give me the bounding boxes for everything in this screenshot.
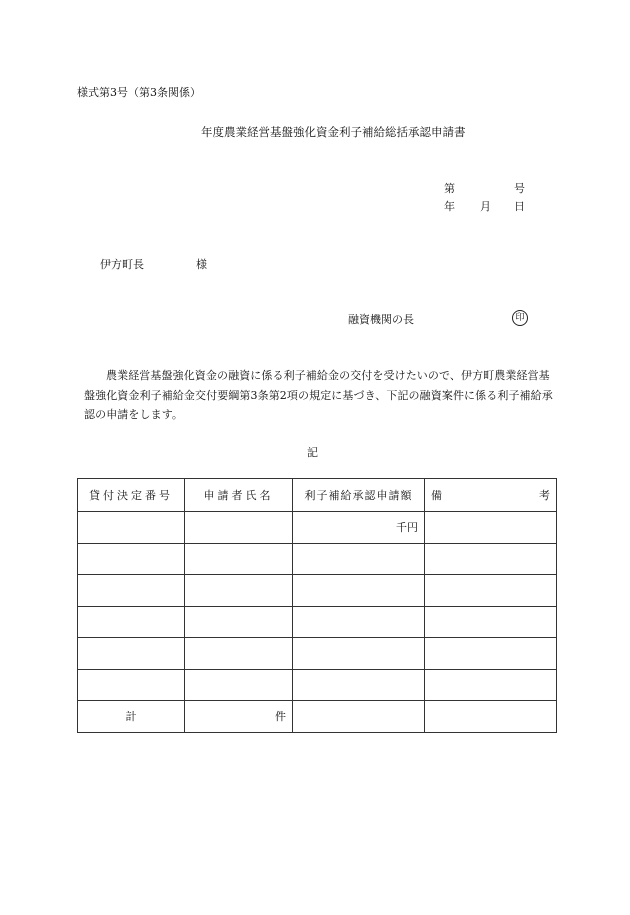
- document-title: 年度農業経営基盤強化資金利子補給総括承認申請書: [201, 125, 466, 139]
- table-cell[interactable]: [293, 669, 425, 701]
- table-row: [78, 575, 557, 607]
- header-amount: 利子補給承認申請額: [293, 479, 425, 512]
- table-cell[interactable]: [293, 701, 425, 733]
- ki-heading: 記: [307, 446, 318, 459]
- addressee-honorific: 様: [196, 258, 207, 271]
- table-cell[interactable]: [78, 512, 185, 544]
- table-header-row: [78, 479, 557, 512]
- table-cell[interactable]: [185, 543, 293, 575]
- table-row: [78, 512, 557, 544]
- date-year: 年: [444, 200, 455, 213]
- table-cell[interactable]: [185, 606, 293, 638]
- total-label-cell: 計: [78, 701, 185, 733]
- table-cell[interactable]: [293, 543, 425, 575]
- table-cell[interactable]: [78, 669, 185, 701]
- header-loan-number: 貸付決定番号: [78, 479, 185, 512]
- table-cell[interactable]: [185, 669, 293, 701]
- application-table: [77, 478, 557, 733]
- number-dai: 第: [444, 182, 455, 195]
- header-remarks-kou: 考: [539, 489, 550, 502]
- form-number-label: 様式第3号（第3条関係）: [77, 86, 201, 99]
- table-cell[interactable]: [293, 606, 425, 638]
- table-cell[interactable]: [293, 575, 425, 607]
- table-cell[interactable]: [425, 543, 557, 575]
- table-row: [78, 669, 557, 701]
- header-remarks-bi: 備: [431, 489, 442, 502]
- table-row: [78, 606, 557, 638]
- table-cell[interactable]: [425, 512, 557, 544]
- addressee-name: 伊方町長: [100, 258, 144, 271]
- table-cell[interactable]: [425, 669, 557, 701]
- body-paragraph: 農業経営基盤強化資金の融資に係る利子補給金の交付を受けたいので、伊方町農業経営基盤強化資金利子補給金交付要綱第3条第2項の規定に基づき、下記の融資案件に係る利子補給承認の申請をします。: [84, 369, 553, 421]
- table-row: [78, 543, 557, 575]
- header-remarks: [425, 479, 557, 512]
- table-cell[interactable]: [78, 575, 185, 607]
- table-cell[interactable]: [425, 575, 557, 607]
- number-go: 号: [514, 182, 525, 195]
- applicant-label: 融資機関の長: [348, 313, 414, 326]
- count-cell: 件: [185, 701, 293, 733]
- table-cell[interactable]: [78, 543, 185, 575]
- table-cell[interactable]: [185, 638, 293, 670]
- table-cell[interactable]: [425, 638, 557, 670]
- table-cell[interactable]: [185, 575, 293, 607]
- table-cell[interactable]: [185, 512, 293, 544]
- table-cell[interactable]: [425, 606, 557, 638]
- table-cell[interactable]: [78, 606, 185, 638]
- seal-mark: 印: [512, 310, 528, 326]
- amount-unit-cell: 千円: [293, 512, 425, 544]
- header-applicant-name: 申請者氏名: [185, 479, 293, 512]
- table-cell[interactable]: [425, 701, 557, 733]
- table-cell[interactable]: [78, 638, 185, 670]
- table-cell[interactable]: [293, 638, 425, 670]
- table-row: [78, 638, 557, 670]
- date-month: 月: [480, 200, 491, 213]
- total-row: [78, 701, 557, 733]
- date-day: 日: [514, 200, 525, 213]
